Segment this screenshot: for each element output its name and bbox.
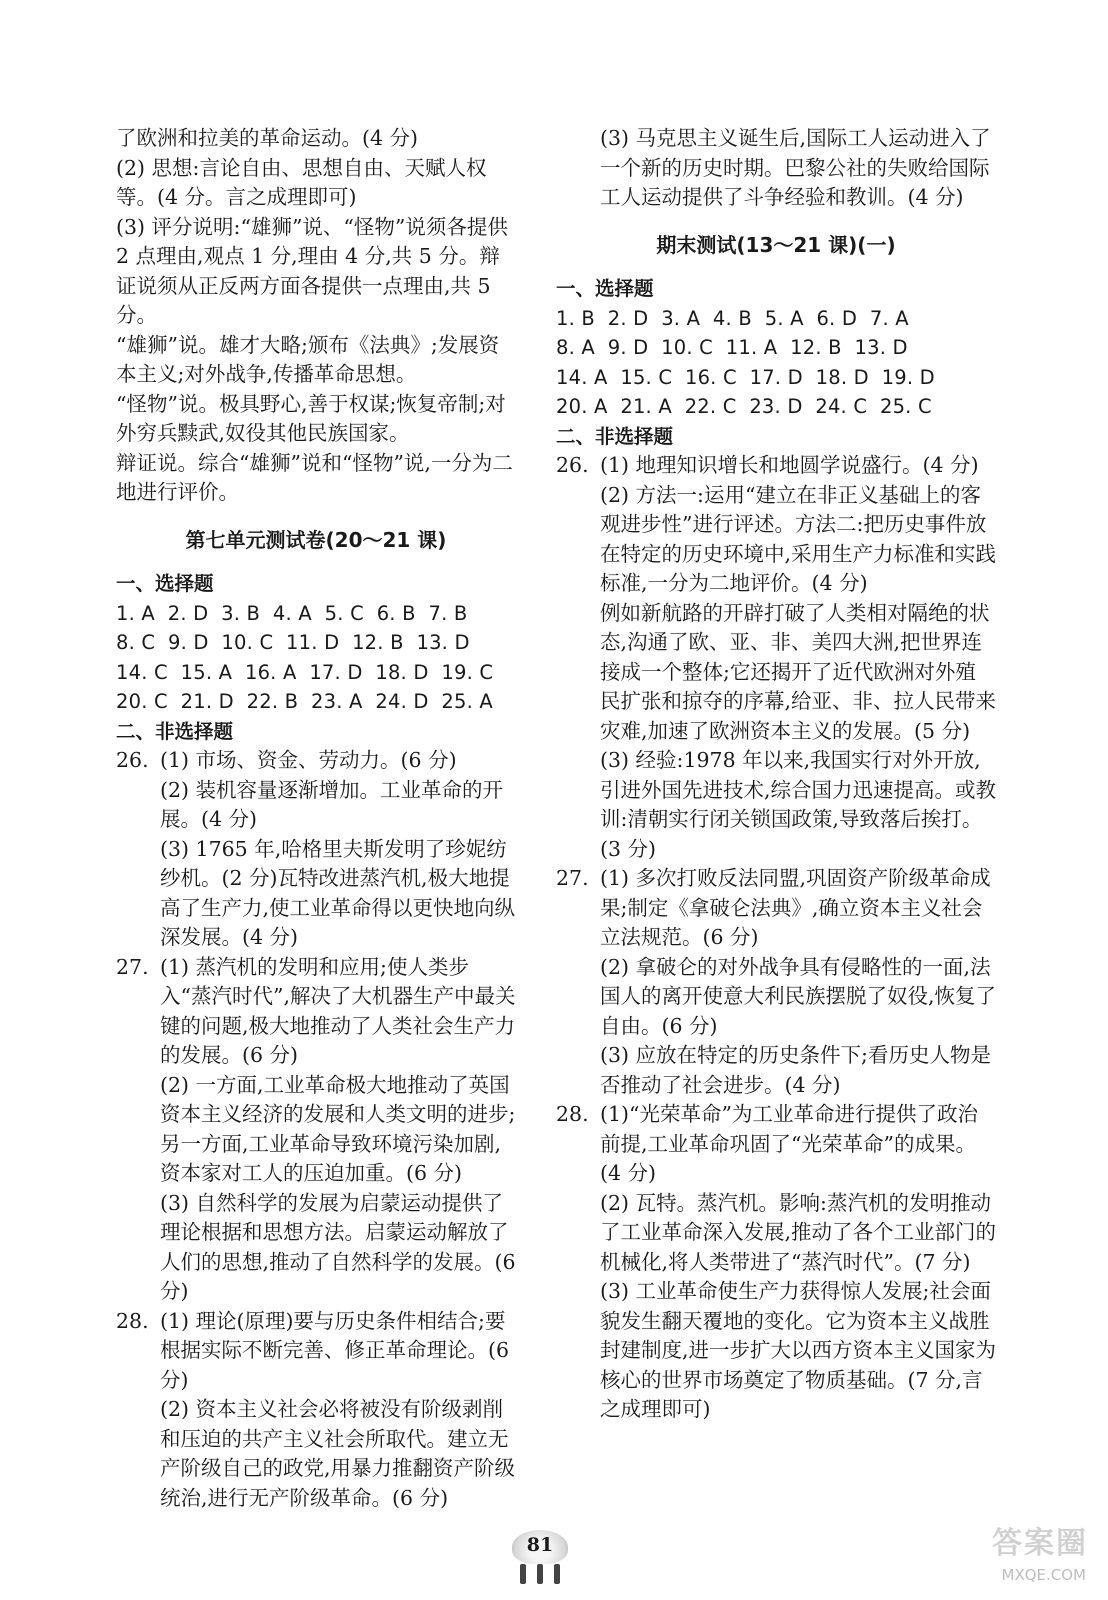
page-number: 81: [526, 1534, 554, 1556]
question-26: [556, 451, 996, 864]
answer-part: (1) 理论(原理)要与历史条件相结合;要根据实际不断完善、修正革命理论。(6 分): [160, 1308, 516, 1392]
question-number: 27.: [556, 866, 589, 890]
answer-row: 20. C 21. D 22. B 23. A 24. D 25. A: [116, 690, 493, 713]
question-27: [556, 864, 996, 1100]
answer-part: (2) 瓦特。蒸汽机。影响:蒸汽机的发明推动了工业革命深入发展,推动了各个工业部门的机械化,将人类带进了“蒸汽时代”。(7 分): [600, 1190, 997, 1274]
answer-part: (1) 市场、资金、劳动力。(6 分): [160, 748, 457, 772]
question-number: 26.: [116, 748, 149, 772]
paragraph: (2) 思想:言论自由、思想自由、天赋人权等。(4 分。言之成理即可): [116, 155, 487, 209]
nonchoice-heading: 二、非选择题: [556, 424, 674, 448]
watermark-cn: 答案圈: [992, 1526, 1088, 1561]
answer-part: (2) 资本主义社会必将被没有阶级剥削和压迫的共产主义社会所取代。建立无产阶级自己的政党,用暴力推翻资产阶级统治,进行无产阶级革命。(6 分): [160, 1397, 516, 1510]
left-column: [116, 124, 523, 1513]
page-footer: [504, 1530, 576, 1586]
paragraph: 了欧洲和拉美的革命运动。(4 分): [116, 126, 419, 150]
paragraph: (3) 评分说明:“雄狮”说、“怪物”说须各提供 2 点理由,观点 1 分,理由 4 分,共 5 分。辩证说须从正反两方面各提供一点理由,共 5 分。: [116, 214, 515, 327]
question-27: [116, 953, 523, 1307]
choice-heading: 一、选择题: [556, 277, 654, 300]
question-number: 27.: [116, 954, 149, 979]
answer-part: (1) 地理知识增长和地圆学说盛行。(4 分): [600, 453, 979, 477]
answer-part: (2) 方法一:运用“建立在非正义基础上的客观进步性”进行评述。方法二:把历史事件放在特定的历史环境中,采用生产力标准和实践标准,一分为二地评价。(4 分): [600, 482, 997, 595]
question-28: [556, 1100, 996, 1425]
answer-row: 1. A 2. D 3. B 4. A 5. C 6. B 7. B: [116, 601, 468, 625]
answer-part: (3) 经验:1978 年以来,我国实行对外开放,引进外国先进技术,综合国力迅速提高。或教训:清朝实行闭关锁国政策,导致落后挨打。(3 分): [600, 748, 997, 861]
answer-row: 14. A 15. C 16. C 17. D 18. D 19. D: [556, 365, 935, 389]
answer-row: 8. A 9. D 10. C 11. A 12. B 13. D: [556, 336, 908, 359]
answer-part: (2) 一方面,工业革命极大地推动了英国资本主义经济的发展和人类文明的进步;另一方面,工业革命导致环境污染加剧,资本家对工人的压迫加重。(6 分): [160, 1072, 516, 1185]
answer-row: 1. B 2. D 3. A 4. B 5. A 6. D 7. A: [556, 306, 909, 330]
answer-part: (3) 自然科学的发展为启蒙运动提供了理论根据和思想方法。启蒙运动解放了人们的思想,推动了自然科学的发展。(6 分): [160, 1190, 523, 1303]
nonchoice-heading: 二、非选择题: [116, 719, 234, 743]
section-title: 期末测试(13～21 课)(一): [656, 232, 896, 257]
question-28: [116, 1307, 516, 1514]
answer-part: (1) 蒸汽机的发明和应用;使人类步入“蒸汽时代”,解决了大机器生产中最关键的问题,极大地推动了人类社会生产力的发展。(6 分): [160, 954, 516, 1067]
answer-row: 14. C 15. A 16. A 17. D 18. D 19. C: [116, 660, 494, 684]
answer-part: (3) 应放在特定的历史条件下;看历史人物是否推动了社会进步。(4 分): [600, 1043, 991, 1097]
answer-row: 8. C 9. D 10. C 11. D 12. B 13. D: [116, 631, 470, 654]
answer-part: 例如新航路的开辟打破了人类相对隔绝的状态,沟通了欧、亚、非、美四大洲,把世界连接成一个整体;它还揭开了近代欧洲对外殖民扩张和掠夺的序幕,给亚、非、拉人民带来灾难,加速了欧洲资本主义的发展。(5 分): [600, 600, 997, 743]
answer-row: 20. A 21. A 22. C 23. D 24. C 25. C: [556, 395, 932, 418]
section-title: 第七单元测试卷(20～21 课): [185, 527, 447, 552]
right-column: [556, 124, 996, 1425]
answer-part: (2) 装机容量逐渐增加。工业革命的开展。(4 分): [160, 777, 504, 831]
paragraph: “雄狮”说。雄才大略;颁布《法典》;发展资本主义;对外战争,传播革命思想。: [116, 332, 500, 386]
watermark-logo: [942, 1518, 1092, 1588]
watermark-url: MXQE.COM: [1001, 1566, 1086, 1584]
answer-part: (2) 拿破仑的对外战争具有侵略性的一面,法国人的离开使意大利民族摆脱了奴役,恢复了自由。(6 分): [600, 954, 997, 1038]
paragraph: “怪物”说。极具野心,善于权谋;恢复帝制;对外穷兵黩武,奴役其他民族国家。: [116, 391, 506, 445]
question-number: 26.: [556, 453, 589, 477]
question-26: [116, 746, 516, 953]
answer-part: (1)“光荣革命”为工业革命进行提供了政治前提,工业革命巩固了“光荣革命”的成果。(4 分): [600, 1102, 978, 1185]
answer-part: (3) 工业革命使生产力获得惊人发展;社会面貌发生翻天覆地的变化。它为资本主义战胜封建制度,进一步扩大以西方资本主义国家为核心的世界市场奠定了物质基础。(7 分,言之成理即可): [600, 1279, 997, 1421]
choice-heading: 一、选择题: [116, 572, 214, 595]
paragraph: 辩证说。综合“雄狮”说和“怪物”说,一分为二地进行评价。: [116, 450, 513, 504]
answer-part: (3) 1765 年,哈格里夫斯发明了珍妮纺纱机。(2 分)瓦特改进蒸汽机,极大地提高了生产力,使工业革命得以更快地向纵深发展。(4 分): [160, 836, 516, 949]
question-number: 28.: [116, 1308, 149, 1333]
posts-ornament-icon: [520, 1564, 560, 1584]
paragraph: (3) 马克思主义诞生后,国际工人运动进入了一个新的历史时期。巴黎公社的失败给国际工人运动提供了斗争经验和教训。(4 分): [600, 126, 991, 209]
answer-part: (1) 多次打败反法同盟,巩固资产阶级革命成果;制定《拿破仑法典》,确立资本主义社会立法规范。(6 分): [600, 866, 991, 949]
question-number: 28.: [556, 1102, 589, 1126]
